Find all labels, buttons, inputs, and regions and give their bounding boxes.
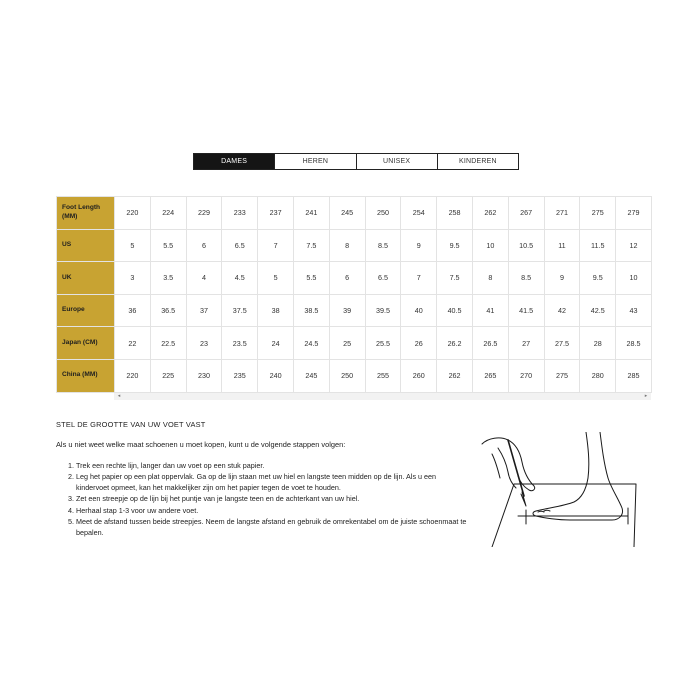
size-cell: 280 [580,359,616,392]
size-cell: 11 [544,229,580,262]
scroll-right-icon[interactable]: ▸ [644,393,648,399]
size-cell: 6.5 [222,229,258,262]
size-cell: 5 [258,262,294,295]
size-cell: 233 [222,197,258,230]
size-cell: 7 [258,229,294,262]
size-cell: 26.5 [472,327,508,360]
size-cell: 225 [150,359,186,392]
size-cell: 25.5 [365,327,401,360]
table-row [57,294,652,327]
instructions-steps [68,460,470,538]
step-number: 1. [68,461,74,470]
size-cell: 9 [544,262,580,295]
size-cell: 265 [472,359,508,392]
hand-outline [482,438,535,491]
size-conversion-table [56,196,652,393]
size-cell: 43 [616,294,652,327]
size-cell: 23.5 [222,327,258,360]
size-cell: 262 [437,359,473,392]
size-cell: 11.5 [580,229,616,262]
size-cell: 240 [258,359,294,392]
size-cell: 5 [115,229,151,262]
size-cell: 250 [365,197,401,230]
size-cell: 8 [472,262,508,295]
size-cell: 26.2 [437,327,473,360]
row-header [57,327,115,360]
step-text: Herhaal stap 1-3 voor uw andere voet. [76,505,199,515]
size-cell: 4.5 [222,262,258,295]
size-cell: 24.5 [293,327,329,360]
size-cell: 10 [472,229,508,262]
size-cell: 26 [401,327,437,360]
size-cell: 4 [186,262,222,295]
size-cell: 23 [186,327,222,360]
scroll-left-icon[interactable]: ◂ [117,393,121,399]
row-header-label: Japan (CM) [62,338,98,346]
size-cell: 3 [115,262,151,295]
size-cell: 42 [544,294,580,327]
table-row [57,197,652,230]
size-cell: 8.5 [365,229,401,262]
tab-heren[interactable]: HEREN [274,154,355,169]
size-cell: 38 [258,294,294,327]
size-cell: 41 [472,294,508,327]
size-cell: 9.5 [437,229,473,262]
step-number: 2. [68,472,74,482]
tab-unisex[interactable]: UNISEX [356,154,437,169]
size-cell: 220 [115,359,151,392]
size-cell: 8.5 [508,262,544,295]
row-header [57,229,115,262]
size-cell: 37 [186,294,222,327]
table-row [57,262,652,295]
size-cell: 237 [258,197,294,230]
size-cell: 28.5 [616,327,652,360]
size-cell: 39.5 [365,294,401,327]
size-cell: 267 [508,197,544,230]
size-cell: 39 [329,294,365,327]
size-cell: 220 [115,197,151,230]
size-cell: 40.5 [437,294,473,327]
step-text: Trek een rechte lijn, langer dan uw voet op een stuk papier. [76,461,265,470]
size-cell: 7.5 [293,229,329,262]
table-horizontal-scrollbar[interactable] [114,393,651,400]
size-cell: 270 [508,359,544,392]
list-item [68,493,470,504]
row-header-label: China (MM) [62,371,98,379]
table-row [57,327,652,360]
instructions-intro: Als u niet weet welke maat schoenen u moet kopen, kunt u de volgende stappen volgen: [56,440,346,449]
step-text: Leg het papier op een plat oppervlak. Ga op de lijn staan met uw hiel en langste teen midden op de lijn. Als u een kindervoet opmeet, kan het makkelijker zijn om het papier tegen de voet te houden. [76,472,437,493]
size-cell: 3.5 [150,262,186,295]
size-cell: 10 [616,262,652,295]
size-cell: 22.5 [150,327,186,360]
size-cell: 6 [186,229,222,262]
size-cell: 9.5 [580,262,616,295]
size-cell: 28 [580,327,616,360]
size-cell: 235 [222,359,258,392]
step-number: 4. [68,505,74,515]
size-cell: 229 [186,197,222,230]
list-item [68,460,470,471]
size-cell: 6 [329,262,365,295]
size-cell: 5.5 [293,262,329,295]
row-header-label: US [62,240,72,248]
size-cell: 22 [115,327,151,360]
size-cell: 285 [616,359,652,392]
row-header-unit: (MM) [62,212,78,220]
size-cell: 245 [329,197,365,230]
row-header [57,359,115,392]
size-cell: 250 [329,359,365,392]
row-header [57,294,115,327]
size-cell: 275 [580,197,616,230]
toe-mark [522,510,534,524]
step-text: Meet de afstand tussen beide streepjes. Neem de langste afstand en gebruik de omrekentabel om de juiste schoenmaat te bepalen. [76,516,467,537]
size-cell: 42.5 [580,294,616,327]
row-header [57,262,115,295]
size-cell: 5.5 [150,229,186,262]
size-cell: 260 [401,359,437,392]
size-cell: 7 [401,262,437,295]
size-cell: 24 [258,327,294,360]
tab-dames[interactable]: DAMES [194,154,274,169]
size-cell: 40 [401,294,437,327]
row-header-label: Europe [62,306,85,314]
size-cell: 41.5 [508,294,544,327]
step-text: Zet een streepje op de lijn bij het puntje van je langste teen en de achterkant van uw hiel. [76,494,360,504]
size-cell: 245 [293,359,329,392]
size-cell: 38.5 [293,294,329,327]
size-cell: 36 [115,294,151,327]
size-cell: 230 [186,359,222,392]
size-cell: 275 [544,359,580,392]
size-cell: 279 [616,197,652,230]
row-header-label: Foot Length [62,203,101,211]
size-cell: 258 [437,197,473,230]
step-number: 3. [68,494,74,504]
table-row [57,359,652,392]
step-number: 5. [68,516,74,526]
size-cell: 255 [365,359,401,392]
foot-measuring-illustration [478,432,648,547]
table-row [57,229,652,262]
size-cell: 12 [616,229,652,262]
list-item [68,505,470,516]
size-cell: 262 [472,197,508,230]
size-cell: 7.5 [437,262,473,295]
tab-kinderen[interactable]: KINDEREN [437,154,518,169]
size-cell: 9 [401,229,437,262]
size-cell: 224 [150,197,186,230]
size-cell: 6.5 [365,262,401,295]
size-cell: 27.5 [544,327,580,360]
list-item [68,471,470,493]
size-cell: 8 [329,229,365,262]
size-cell: 254 [401,197,437,230]
foot-outline [533,432,623,520]
size-cell: 27 [508,327,544,360]
list-item [68,516,470,538]
size-category-tabs [193,153,519,170]
size-cell: 271 [544,197,580,230]
row-header [57,197,115,230]
size-cell: 241 [293,197,329,230]
size-cell: 10.5 [508,229,544,262]
size-cell: 37.5 [222,294,258,327]
instructions-title: STEL DE GROOTTE VAN UW VOET VAST [56,420,206,429]
size-cell: 36.5 [150,294,186,327]
row-header-label: UK [62,273,72,281]
size-cell: 25 [329,327,365,360]
